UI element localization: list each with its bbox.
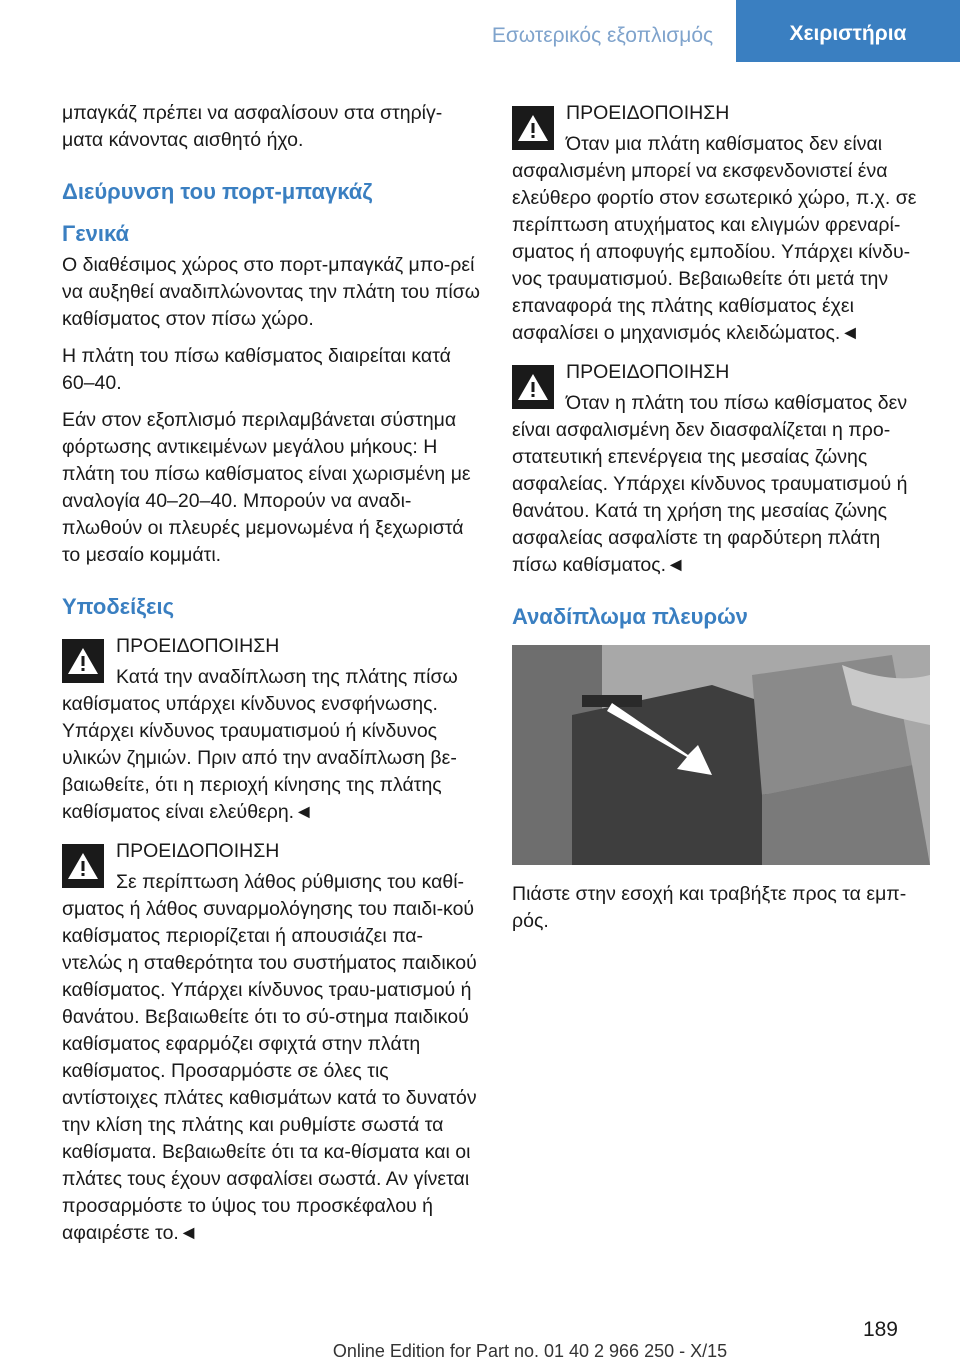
warning-icon	[512, 365, 554, 409]
photo-caption: Πιάστε στην εσοχή και τραβήξτε προς τα εμπ-ρός.	[512, 883, 907, 932]
warning-block	[62, 838, 480, 1247]
warning-icon	[512, 106, 554, 150]
intro-paragraph: μπαγκάζ πρέπει να ασφαλίσουν στα στηρίγ-ματα κάνοντας αισθητό ήχο.	[62, 102, 443, 151]
warning-text: Όταν μια πλάτη καθίσματος δεν είναι ασφαλισμένη μπορεί να εκσφενδονιστεί ένα ελεύθερο φορτίο στον εσωτερικό χώρο, π.χ. σε περίπτωση ατυχήματος και ελιγμών φρεναρί-σματος ή αποφυγής εμποδίου. Υπάρχει κίνδυ-νος τραυματισμού. Βεβαιωθείτε ότι μετά την επαναφορά της πλάτης καθίσματος έχει ασφαλίσει ο μηχανισμός κλειδώματος.◄	[512, 133, 917, 344]
warning-text: Σε περίπτωση λάθος ρύθμισης του καθί-σματος ή λάθος συναρμολόγησης του παιδι-κού καθίσματος περιορίζεται ή απουσιάζει πα-ντελώς η σταθερότητα του συστήματος παιδικού καθίσματος. Υπάρχει κίνδυνος τραυ-ματισμού ή θανάτου. Βεβαιωθείτε ότι το σύ-στημα παιδικού καθίσματος εφαρμόζει σφιχτά στην πλάτη καθίσματος. Προσαρμόστε σε όλες τις αντίστοιχες πλάτες καθισμάτων κατά το δυνατόν την κλίση της πλάτης και ρυθμίστε σωστά τα καθίσματα. Βεβαιωθείτε ότι τα κα-θίσματα και οι πλάτες τους έχουν ασφαλίσει σωστά. Αν γίνεται προσαρμόστε το ύψος του προσκέφαλου ή αφαιρέστε το.◄	[62, 871, 477, 1244]
section-title: Εσωτερικός εξοπλισμός	[491, 24, 714, 47]
warning-title: ΠΡΟΕΙΔΟΠΟΙΗΣΗ	[116, 840, 280, 862]
chapter-tab: Χειριστήρια	[736, 0, 960, 62]
page-header	[0, 0, 960, 62]
rear-seat-photo	[512, 645, 930, 865]
general-heading: Γενικά	[62, 221, 130, 246]
edition-footer: Online Edition for Part no. 01 40 2 966 250 - X/15	[332, 1341, 728, 1361]
warning-icon	[62, 844, 104, 888]
warning-text: Όταν η πλάτη του πίσω καθίσματος δεν είναι ασφαλισμένη δεν διασφαλίζεται η προ-στατευτική επενέργεια της μεσαίας ζώνης ασφαλείας. Υπάρχει κίνδυνος τραυματισμού ή θανάτου. Κατά τη χρήση της μεσαίας ζώνης ασφαλείας ασφαλίστε τη φαρδύτερη πλάτη πίσω καθίσματος.◄	[512, 392, 908, 576]
paragraph-1: Ο διαθέσιμος χώρος στο πορτ-μπαγκάζ μπο-ρεί να αυξηθεί αναδιπλώνοντας την πλάτη του πίσω καθίσματος στον πίσω χώρο.	[62, 254, 480, 330]
right-column	[512, 100, 930, 945]
warning-title: ΠΡΟΕΙΔΟΠΟΙΗΣΗ	[566, 102, 730, 124]
page-number: 189	[862, 1318, 898, 1341]
paragraph-2: Η πλάτη του πίσω καθίσματος διαιρείται κατά 60–40.	[62, 345, 451, 394]
notes-heading: Υποδείξεις	[62, 594, 175, 619]
warning-block	[62, 633, 480, 826]
warning-title: ΠΡΟΕΙΔΟΠΟΙΗΣΗ	[566, 361, 730, 383]
warning-block	[512, 359, 930, 579]
fold-heading: Αναδίπλωμα πλευρών	[512, 604, 748, 629]
paragraph-3: Εάν στον εξοπλισμό περιλαμβάνεται σύστημα φόρτωσης αντικειμένων μεγάλου μήκους: Η πλάτη του πίσω καθίσματος είναι χωρισμένη με αναλογία 40–20–40. Μπορούν να αναδι-πλωθούν οι πλευρές μεμονωμένα ή ξεχωριστά το μεσαίο κομμάτι.	[62, 409, 471, 566]
left-column	[62, 100, 480, 1257]
warning-text: Κατά την αναδίπλωση της πλάτης πίσω καθίσματος υπάρχει κίνδυνος ενσφήνωσης. Υπάρχει κίνδυνος τραυματισμού ή κίνδυνος υλικών ζημιών. Πριν από την αναδίπλωση βε-βαιωθείτε, ότι η περιοχή κίνησης της πλάτης καθίσματος είναι ελεύθερη.◄	[62, 666, 458, 823]
warning-title: ΠΡΟΕΙΔΟΠΟΙΗΣΗ	[116, 635, 280, 657]
warning-icon	[62, 639, 104, 683]
section-heading: Διεύρυνση του πορτ-μπαγκάζ	[62, 179, 373, 204]
warning-block	[512, 100, 930, 347]
